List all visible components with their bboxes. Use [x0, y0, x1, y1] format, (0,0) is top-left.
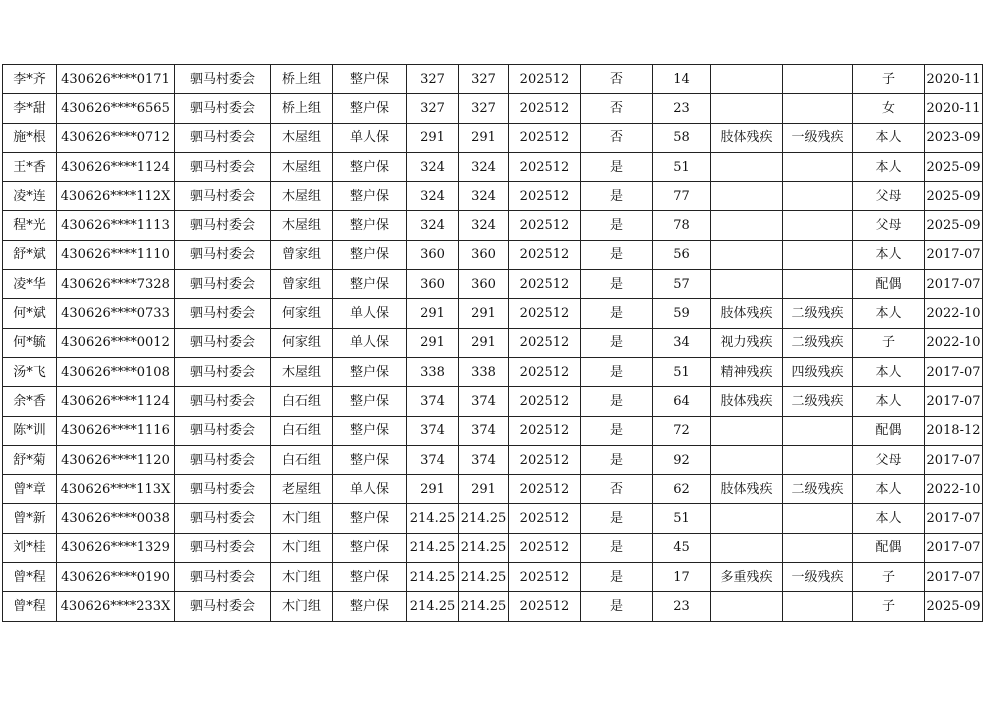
flag-cell: 否 [581, 65, 653, 94]
start-date-cell: 2025-09 [925, 152, 983, 181]
group-cell: 木屋组 [271, 211, 333, 240]
payment-amount-cell: 214.25 [459, 504, 509, 533]
table-row [3, 299, 983, 328]
name-cell: 曾*程 [3, 592, 57, 621]
name-cell: 刘*桂 [3, 533, 57, 562]
village-committee-cell: 驷马村委会 [175, 123, 271, 152]
table-row [3, 475, 983, 504]
period-cell: 202512 [509, 94, 581, 123]
period-cell: 202512 [509, 445, 581, 474]
age-cell: 72 [653, 416, 711, 445]
standard-amount-cell: 374 [407, 445, 459, 474]
table-row [3, 445, 983, 474]
age-cell: 56 [653, 240, 711, 269]
name-cell: 王*香 [3, 152, 57, 181]
payment-amount-cell: 327 [459, 65, 509, 94]
period-cell: 202512 [509, 533, 581, 562]
age-cell: 51 [653, 357, 711, 386]
id-number-cell: 430626****1329 [57, 533, 175, 562]
payment-amount-cell: 214.25 [459, 533, 509, 562]
id-number-cell: 430626****1120 [57, 445, 175, 474]
relationship-cell: 本人 [853, 123, 925, 152]
name-cell: 施*根 [3, 123, 57, 152]
relationship-cell: 父母 [853, 211, 925, 240]
disability-level-cell [783, 152, 853, 181]
period-cell: 202512 [509, 328, 581, 357]
id-number-cell: 430626****1116 [57, 416, 175, 445]
name-cell: 凌*连 [3, 182, 57, 211]
flag-cell: 是 [581, 563, 653, 592]
name-cell: 陈*训 [3, 416, 57, 445]
start-date-cell: 2017-07 [925, 240, 983, 269]
standard-amount-cell: 327 [407, 65, 459, 94]
standard-amount-cell: 360 [407, 270, 459, 299]
coverage-type-cell: 单人保 [333, 475, 407, 504]
payment-amount-cell: 360 [459, 240, 509, 269]
period-cell: 202512 [509, 475, 581, 504]
age-cell: 51 [653, 152, 711, 181]
disability-type-cell: 精神残疾 [711, 357, 783, 386]
group-cell: 曾家组 [271, 240, 333, 269]
table-row [3, 123, 983, 152]
name-cell: 曾*新 [3, 504, 57, 533]
relationship-cell: 本人 [853, 152, 925, 181]
coverage-type-cell: 整户保 [333, 94, 407, 123]
standard-amount-cell: 214.25 [407, 504, 459, 533]
payment-amount-cell: 291 [459, 475, 509, 504]
disability-level-cell [783, 94, 853, 123]
relationship-cell: 子 [853, 563, 925, 592]
coverage-type-cell: 单人保 [333, 299, 407, 328]
id-number-cell: 430626****1124 [57, 152, 175, 181]
flag-cell: 是 [581, 504, 653, 533]
coverage-type-cell: 整户保 [333, 152, 407, 181]
disability-type-cell [711, 152, 783, 181]
id-number-cell: 430626****6565 [57, 94, 175, 123]
disability-type-cell [711, 211, 783, 240]
coverage-type-cell: 整户保 [333, 445, 407, 474]
disability-type-cell [711, 592, 783, 621]
start-date-cell: 2025-09 [925, 211, 983, 240]
disability-type-cell [711, 504, 783, 533]
table-row [3, 211, 983, 240]
standard-amount-cell: 360 [407, 240, 459, 269]
id-number-cell: 430626****233X [57, 592, 175, 621]
village-committee-cell: 驷马村委会 [175, 65, 271, 94]
id-number-cell: 430626****112X [57, 182, 175, 211]
name-cell: 余*香 [3, 387, 57, 416]
flag-cell: 是 [581, 211, 653, 240]
payment-amount-cell: 327 [459, 94, 509, 123]
disability-type-cell: 肢体残疾 [711, 123, 783, 152]
coverage-type-cell: 整户保 [333, 240, 407, 269]
village-committee-cell: 驷马村委会 [175, 240, 271, 269]
relationship-cell: 父母 [853, 182, 925, 211]
coverage-type-cell: 单人保 [333, 328, 407, 357]
group-cell: 木门组 [271, 563, 333, 592]
payment-amount-cell: 291 [459, 123, 509, 152]
start-date-cell: 2022-10 [925, 299, 983, 328]
group-cell: 桥上组 [271, 65, 333, 94]
relationship-cell: 本人 [853, 299, 925, 328]
relationship-cell: 子 [853, 65, 925, 94]
period-cell: 202512 [509, 240, 581, 269]
relationship-cell: 父母 [853, 445, 925, 474]
village-committee-cell: 驷马村委会 [175, 387, 271, 416]
flag-cell: 是 [581, 270, 653, 299]
id-number-cell: 430626****0038 [57, 504, 175, 533]
disability-level-cell: 一级残疾 [783, 123, 853, 152]
table-row [3, 94, 983, 123]
name-cell: 凌*华 [3, 270, 57, 299]
coverage-type-cell: 整户保 [333, 592, 407, 621]
beneficiary-table [2, 64, 983, 622]
disability-level-cell [783, 65, 853, 94]
age-cell: 78 [653, 211, 711, 240]
relationship-cell: 本人 [853, 387, 925, 416]
start-date-cell: 2023-09 [925, 123, 983, 152]
village-committee-cell: 驷马村委会 [175, 533, 271, 562]
coverage-type-cell: 整户保 [333, 533, 407, 562]
relationship-cell: 本人 [853, 504, 925, 533]
group-cell: 曾家组 [271, 270, 333, 299]
id-number-cell: 430626****0190 [57, 563, 175, 592]
period-cell: 202512 [509, 182, 581, 211]
table-row [3, 65, 983, 94]
standard-amount-cell: 324 [407, 152, 459, 181]
flag-cell: 是 [581, 357, 653, 386]
flag-cell: 是 [581, 152, 653, 181]
period-cell: 202512 [509, 65, 581, 94]
disability-level-cell: 二级残疾 [783, 387, 853, 416]
standard-amount-cell: 291 [407, 299, 459, 328]
payment-amount-cell: 291 [459, 328, 509, 357]
group-cell: 木屋组 [271, 123, 333, 152]
group-cell: 木屋组 [271, 152, 333, 181]
payment-amount-cell: 324 [459, 182, 509, 211]
age-cell: 34 [653, 328, 711, 357]
flag-cell: 是 [581, 533, 653, 562]
disability-level-cell [783, 211, 853, 240]
disability-type-cell [711, 182, 783, 211]
name-cell: 李*甜 [3, 94, 57, 123]
disability-level-cell: 四级残疾 [783, 357, 853, 386]
standard-amount-cell: 374 [407, 387, 459, 416]
period-cell: 202512 [509, 563, 581, 592]
village-committee-cell: 驷马村委会 [175, 357, 271, 386]
period-cell: 202512 [509, 299, 581, 328]
payment-amount-cell: 324 [459, 211, 509, 240]
table-row [3, 504, 983, 533]
start-date-cell: 2025-09 [925, 592, 983, 621]
flag-cell: 是 [581, 445, 653, 474]
flag-cell: 是 [581, 182, 653, 211]
payment-amount-cell: 338 [459, 357, 509, 386]
disability-level-cell [783, 592, 853, 621]
relationship-cell: 本人 [853, 475, 925, 504]
coverage-type-cell: 整户保 [333, 563, 407, 592]
period-cell: 202512 [509, 592, 581, 621]
group-cell: 木屋组 [271, 357, 333, 386]
name-cell: 曾*程 [3, 563, 57, 592]
village-committee-cell: 驷马村委会 [175, 182, 271, 211]
relationship-cell: 配偶 [853, 533, 925, 562]
disability-type-cell [711, 270, 783, 299]
table-row [3, 240, 983, 269]
standard-amount-cell: 214.25 [407, 533, 459, 562]
disability-level-cell [783, 182, 853, 211]
start-date-cell: 2017-07 [925, 504, 983, 533]
disability-level-cell: 二级残疾 [783, 299, 853, 328]
name-cell: 汤*飞 [3, 357, 57, 386]
disability-level-cell [783, 533, 853, 562]
group-cell: 老屋组 [271, 475, 333, 504]
flag-cell: 是 [581, 592, 653, 621]
standard-amount-cell: 214.25 [407, 563, 459, 592]
name-cell: 何*毓 [3, 328, 57, 357]
payment-amount-cell: 360 [459, 270, 509, 299]
group-cell: 木门组 [271, 533, 333, 562]
start-date-cell: 2017-07 [925, 357, 983, 386]
relationship-cell: 配偶 [853, 270, 925, 299]
flag-cell: 是 [581, 416, 653, 445]
relationship-cell: 配偶 [853, 416, 925, 445]
village-committee-cell: 驷马村委会 [175, 94, 271, 123]
relationship-cell: 本人 [853, 357, 925, 386]
group-cell: 白石组 [271, 387, 333, 416]
id-number-cell: 430626****0012 [57, 328, 175, 357]
payment-amount-cell: 214.25 [459, 592, 509, 621]
period-cell: 202512 [509, 211, 581, 240]
coverage-type-cell: 整户保 [333, 270, 407, 299]
payment-amount-cell: 291 [459, 299, 509, 328]
group-cell: 白石组 [271, 445, 333, 474]
age-cell: 64 [653, 387, 711, 416]
disability-type-cell: 肢体残疾 [711, 299, 783, 328]
disability-level-cell [783, 504, 853, 533]
id-number-cell: 430626****0712 [57, 123, 175, 152]
village-committee-cell: 驷马村委会 [175, 592, 271, 621]
age-cell: 23 [653, 592, 711, 621]
table-row [3, 328, 983, 357]
disability-level-cell [783, 240, 853, 269]
payment-amount-cell: 374 [459, 416, 509, 445]
table-row [3, 182, 983, 211]
standard-amount-cell: 291 [407, 475, 459, 504]
relationship-cell: 女 [853, 94, 925, 123]
age-cell: 51 [653, 504, 711, 533]
start-date-cell: 2022-10 [925, 475, 983, 504]
start-date-cell: 2017-07 [925, 533, 983, 562]
coverage-type-cell: 整户保 [333, 357, 407, 386]
period-cell: 202512 [509, 270, 581, 299]
age-cell: 59 [653, 299, 711, 328]
village-committee-cell: 驷马村委会 [175, 328, 271, 357]
standard-amount-cell: 291 [407, 328, 459, 357]
age-cell: 45 [653, 533, 711, 562]
relationship-cell: 子 [853, 592, 925, 621]
table-row [3, 416, 983, 445]
name-cell: 曾*章 [3, 475, 57, 504]
coverage-type-cell: 整户保 [333, 211, 407, 240]
id-number-cell: 430626****1113 [57, 211, 175, 240]
disability-type-cell [711, 240, 783, 269]
start-date-cell: 2022-10 [925, 328, 983, 357]
age-cell: 62 [653, 475, 711, 504]
group-cell: 木门组 [271, 592, 333, 621]
flag-cell: 是 [581, 387, 653, 416]
flag-cell: 否 [581, 123, 653, 152]
standard-amount-cell: 327 [407, 94, 459, 123]
disability-level-cell [783, 416, 853, 445]
disability-level-cell [783, 445, 853, 474]
coverage-type-cell: 整户保 [333, 182, 407, 211]
payment-amount-cell: 324 [459, 152, 509, 181]
id-number-cell: 430626****113X [57, 475, 175, 504]
flag-cell: 是 [581, 240, 653, 269]
id-number-cell: 430626****1110 [57, 240, 175, 269]
coverage-type-cell: 整户保 [333, 504, 407, 533]
id-number-cell: 430626****7328 [57, 270, 175, 299]
standard-amount-cell: 338 [407, 357, 459, 386]
table-row [3, 270, 983, 299]
disability-type-cell [711, 416, 783, 445]
village-committee-cell: 驷马村委会 [175, 504, 271, 533]
standard-amount-cell: 324 [407, 211, 459, 240]
coverage-type-cell: 整户保 [333, 387, 407, 416]
relationship-cell: 本人 [853, 240, 925, 269]
id-number-cell: 430626****0733 [57, 299, 175, 328]
disability-type-cell: 多重残疾 [711, 563, 783, 592]
disability-type-cell [711, 94, 783, 123]
start-date-cell: 2017-07 [925, 563, 983, 592]
group-cell: 木屋组 [271, 182, 333, 211]
flag-cell: 否 [581, 94, 653, 123]
document-sheet [2, 64, 982, 622]
disability-type-cell: 肢体残疾 [711, 387, 783, 416]
id-number-cell: 430626****1124 [57, 387, 175, 416]
period-cell: 202512 [509, 504, 581, 533]
table-row [3, 563, 983, 592]
age-cell: 23 [653, 94, 711, 123]
village-committee-cell: 驷马村委会 [175, 270, 271, 299]
table-row [3, 357, 983, 386]
disability-level-cell: 二级残疾 [783, 475, 853, 504]
village-committee-cell: 驷马村委会 [175, 299, 271, 328]
start-date-cell: 2025-09 [925, 182, 983, 211]
start-date-cell: 2017-07 [925, 270, 983, 299]
standard-amount-cell: 374 [407, 416, 459, 445]
table-row [3, 152, 983, 181]
start-date-cell: 2017-07 [925, 445, 983, 474]
table-row [3, 387, 983, 416]
disability-type-cell [711, 65, 783, 94]
period-cell: 202512 [509, 152, 581, 181]
disability-type-cell: 视力残疾 [711, 328, 783, 357]
name-cell: 舒*斌 [3, 240, 57, 269]
age-cell: 17 [653, 563, 711, 592]
table-body [3, 65, 983, 622]
age-cell: 58 [653, 123, 711, 152]
period-cell: 202512 [509, 123, 581, 152]
standard-amount-cell: 214.25 [407, 592, 459, 621]
start-date-cell: 2018-12 [925, 416, 983, 445]
payment-amount-cell: 374 [459, 445, 509, 474]
disability-level-cell [783, 270, 853, 299]
group-cell: 何家组 [271, 328, 333, 357]
payment-amount-cell: 374 [459, 387, 509, 416]
village-committee-cell: 驷马村委会 [175, 445, 271, 474]
coverage-type-cell: 整户保 [333, 416, 407, 445]
disability-type-cell [711, 533, 783, 562]
village-committee-cell: 驷马村委会 [175, 152, 271, 181]
village-committee-cell: 驷马村委会 [175, 563, 271, 592]
group-cell: 白石组 [271, 416, 333, 445]
table-row [3, 592, 983, 621]
age-cell: 57 [653, 270, 711, 299]
standard-amount-cell: 324 [407, 182, 459, 211]
relationship-cell: 子 [853, 328, 925, 357]
id-number-cell: 430626****0171 [57, 65, 175, 94]
table-row [3, 533, 983, 562]
flag-cell: 否 [581, 475, 653, 504]
flag-cell: 是 [581, 328, 653, 357]
village-committee-cell: 驷马村委会 [175, 416, 271, 445]
village-committee-cell: 驷马村委会 [175, 211, 271, 240]
period-cell: 202512 [509, 387, 581, 416]
group-cell: 何家组 [271, 299, 333, 328]
start-date-cell: 2017-07 [925, 387, 983, 416]
standard-amount-cell: 291 [407, 123, 459, 152]
village-committee-cell: 驷马村委会 [175, 475, 271, 504]
payment-amount-cell: 214.25 [459, 563, 509, 592]
name-cell: 舒*菊 [3, 445, 57, 474]
coverage-type-cell: 单人保 [333, 123, 407, 152]
id-number-cell: 430626****0108 [57, 357, 175, 386]
group-cell: 木门组 [271, 504, 333, 533]
period-cell: 202512 [509, 357, 581, 386]
group-cell: 桥上组 [271, 94, 333, 123]
flag-cell: 是 [581, 299, 653, 328]
disability-level-cell: 一级残疾 [783, 563, 853, 592]
name-cell: 程*光 [3, 211, 57, 240]
name-cell: 何*斌 [3, 299, 57, 328]
age-cell: 92 [653, 445, 711, 474]
start-date-cell: 2020-11 [925, 65, 983, 94]
name-cell: 李*齐 [3, 65, 57, 94]
age-cell: 77 [653, 182, 711, 211]
age-cell: 14 [653, 65, 711, 94]
disability-type-cell: 肢体残疾 [711, 475, 783, 504]
disability-type-cell [711, 445, 783, 474]
coverage-type-cell: 整户保 [333, 65, 407, 94]
disability-level-cell: 二级残疾 [783, 328, 853, 357]
start-date-cell: 2020-11 [925, 94, 983, 123]
period-cell: 202512 [509, 416, 581, 445]
